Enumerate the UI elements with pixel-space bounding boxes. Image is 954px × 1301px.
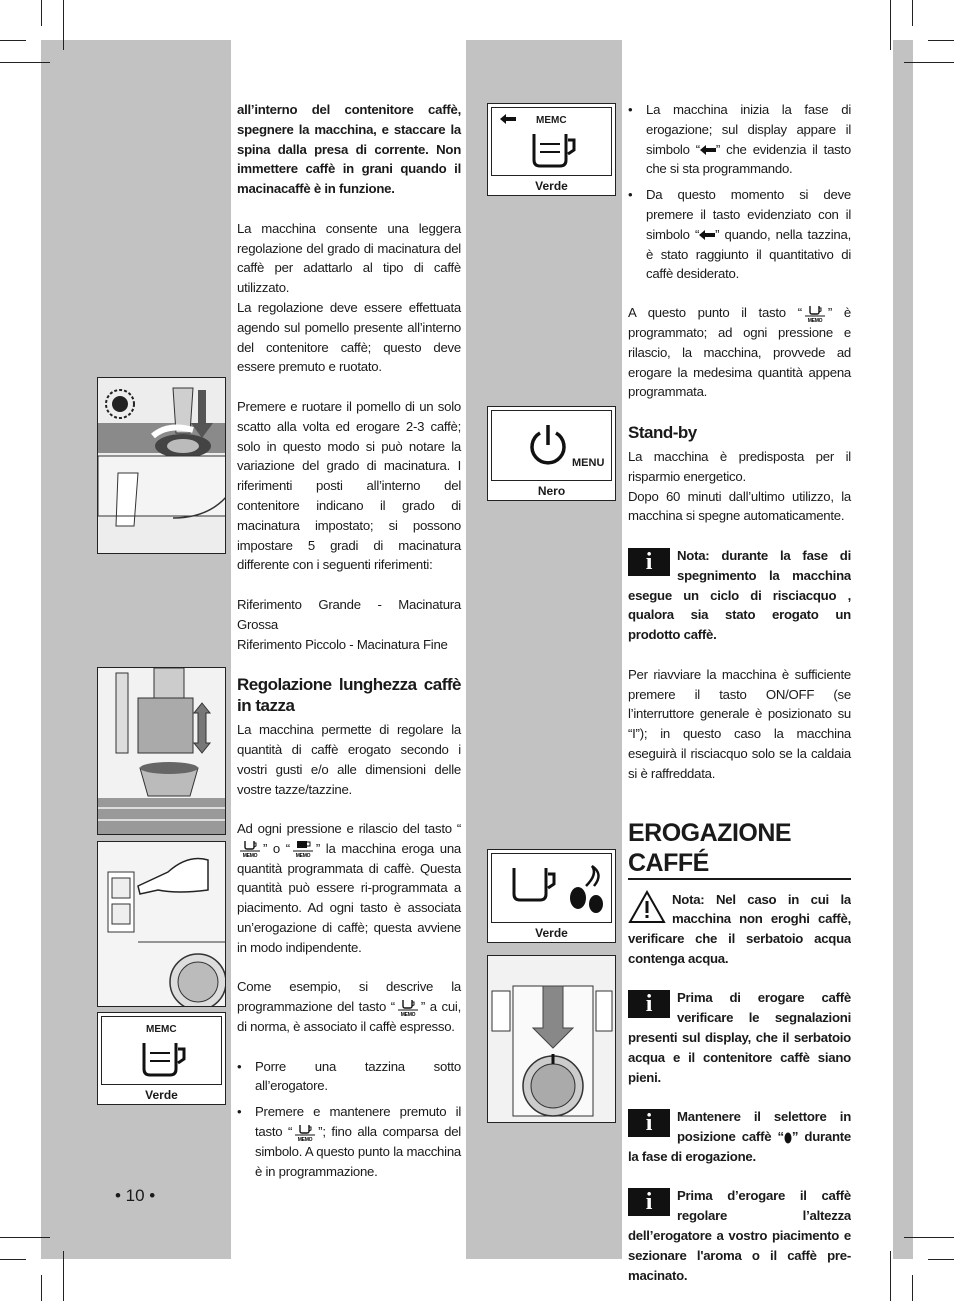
lcd-screen [491, 410, 612, 481]
figure-caption: Verde [145, 1088, 178, 1102]
cup-icon [142, 1041, 188, 1077]
svg-text:MEMO: MEMO [400, 1011, 416, 1017]
info-icon: i [628, 548, 670, 576]
coffee-bean-icon [564, 864, 608, 914]
paragraph: Per riavviare la macchina è sufficiente premere il tasto ON/OFF (se l’interruttore generale è posizionato su “I”); in questo caso la macchina eseguirà il risciacquo solo se la caldaia si è raffreddata. [628, 666, 851, 781]
lcd-screen [101, 1016, 222, 1085]
info-note: i Prima d’erogare il caffè regolare l’altezza dell’erogatore a vostro piacimento e sezionare l'aroma o il caffè pre-macinato. [628, 1188, 851, 1283]
paragraph: Come esempio, si descrive la programmazione del tasto “ MEMO ” a cui, di norma, è associato il caffè espresso. [237, 979, 461, 1035]
power-icon [528, 423, 568, 467]
instruction-list [237, 1057, 461, 1182]
info-icon: i [628, 1109, 670, 1137]
list-item: • La macchina inizia la fase di erogazione; sul display appare il simbolo “ ” che evidenzia il tasto che si sta programmando. [628, 100, 851, 179]
display-memc-arrow-figure [487, 103, 616, 196]
memo-mug-button-icon [290, 840, 316, 858]
page-number: • 10 • [115, 1186, 156, 1205]
memc-label: MEMC [536, 115, 567, 126]
standby-heading: Stand-by [628, 422, 697, 442]
warning-triangle-icon [628, 890, 666, 924]
grinder-knob-figure [97, 377, 226, 554]
selector-knob-figure [487, 955, 616, 1123]
intro-warning-text: all’interno del contenitore caffè, spegnere la macchina, e staccare la spina dalla presa di corrente. Non immettere caffè in grani quando il macinacaffè è in funzione. [237, 102, 461, 197]
paragraph: Premere e ruotare il pomello di un solo scatto alla volta ed erogare 2-3 caffè; solo in questo modo si può notare la variazione del grado di macinatura. I riferimenti posti all’interno del contenitore indicano il grado di macinatura impostato; si possono impostare 5 gradi di macinatura differente con i seguenti riferimenti: [237, 398, 461, 573]
memo-cup-button-icon [802, 305, 828, 323]
section-heading: Regolazione lunghezza caffè in tazza [237, 675, 461, 716]
svg-text:MEMO: MEMO [297, 1136, 313, 1142]
info-icon: i [628, 1188, 670, 1216]
display-standby-figure [487, 406, 616, 501]
dispenser-height-figure [97, 667, 226, 835]
display-cup-bean-figure [487, 849, 616, 943]
info-icon: i [628, 990, 670, 1018]
paragraph: Dopo 60 minuti dall’ultimo utilizzo, la macchina si spegne automaticamente. [628, 488, 851, 524]
info-note: i Mantenere il selettore in posizione caffè “ ” durante la fase di erogazione. [628, 1109, 851, 1164]
figure-caption: Verde [535, 179, 568, 193]
lcd-screen [491, 107, 612, 176]
memc-label: MEMC [146, 1024, 177, 1035]
list-item: • Porre una tazzina sotto all’erogatore. [237, 1057, 461, 1097]
paragraph: A questo punto il tasto “ MEMO ” è programmato; ad ogni pressione e rilascio, la macchina, provvede ad erogare la medesima quantità appena programmata. [628, 305, 852, 400]
menu-label: MENU [572, 457, 605, 469]
list-item: • Premere e mantenere premuto il tasto “ MEMO ”; fino alla comparsa del simbolo. A questo punto la macchina è in programmazione. [237, 1102, 461, 1181]
coffee-bean-icon [784, 1132, 792, 1144]
cup-icon [512, 866, 558, 902]
paragraph: La macchina permette di regolare la quantità di caffè erogato secondo i vostri gusti e/o alle dimensioni delle vostre tazze/tazzine. [237, 722, 461, 797]
column-2-text [628, 100, 851, 1301]
display-memc-figure-left [97, 1012, 226, 1105]
svg-text:MEMO: MEMO [295, 853, 311, 859]
memo-cup-button-icon [395, 999, 421, 1017]
figure-caption: Verde [535, 926, 568, 940]
right-margin-band [893, 40, 913, 1259]
list-item: • Da questo momento si deve premere il tasto evidenziato con il simbolo “ ” quando, nella tazzina, è stato raggiunto il quantitativo di caffè desiderato. [628, 185, 851, 284]
column-1-text [237, 100, 461, 1187]
instruction-list [628, 100, 851, 284]
cup-icon [532, 132, 578, 168]
button-press-figure [97, 841, 226, 1007]
lcd-screen [491, 853, 612, 923]
section-title: EROGAZIONE CAFFÉ [628, 818, 851, 880]
svg-text:MEMO: MEMO [807, 317, 823, 323]
svg-text:MEMO: MEMO [242, 853, 258, 859]
warning-note: Nota: Nel caso in cui la macchina non eroghi caffè, verificare che il serbatoio acqua contenga acqua. [628, 891, 851, 966]
reference-line: Riferimento Piccolo - Macinatura Fine [237, 636, 448, 652]
figure-caption: Nero [537, 484, 566, 498]
back-arrow-icon [700, 145, 716, 155]
reference-line: Riferimento Grande - Macinatura Grossa [237, 596, 461, 632]
memo-cup-button-icon [237, 840, 263, 858]
paragraph: La macchina è predisposta per il risparmio energetico. [628, 448, 851, 484]
memo-cup-button-icon [292, 1124, 318, 1142]
info-note: i Prima di erogare caffè verificare le segnalazioni presenti sul display, che il serbatoio acqua e il contenitore caffè siano pieni. [628, 990, 851, 1085]
back-arrow-icon [500, 114, 516, 124]
paragraph: Ad ogni pressione e rilascio del tasto “ MEMO ” o “ MEMO ” la macchina eroga una quantità programmata di caffè. Questa quantità può essere ri-programmata a piacimento. Ad ogni tasto è associata un’erogazione di caffè; questa avviene in modo indipendente. [237, 821, 461, 955]
back-arrow-icon [699, 230, 715, 240]
paragraph: La macchina consente una leggera regolazione del grado di macinatura del caffè per adattarlo al tipo di caffè utilizzato. [237, 220, 461, 296]
paragraph: La regolazione deve essere effettuata agendo sul pomello presente all’interno del contenitore caffè; questo deve essere premuto e ruotato. [237, 299, 461, 375]
info-note: i Nota: durante la fase di spegnimento la macchina esegue un ciclo di risciacquo , qualora sia stato erogato un prodotto caffè. [628, 547, 851, 643]
